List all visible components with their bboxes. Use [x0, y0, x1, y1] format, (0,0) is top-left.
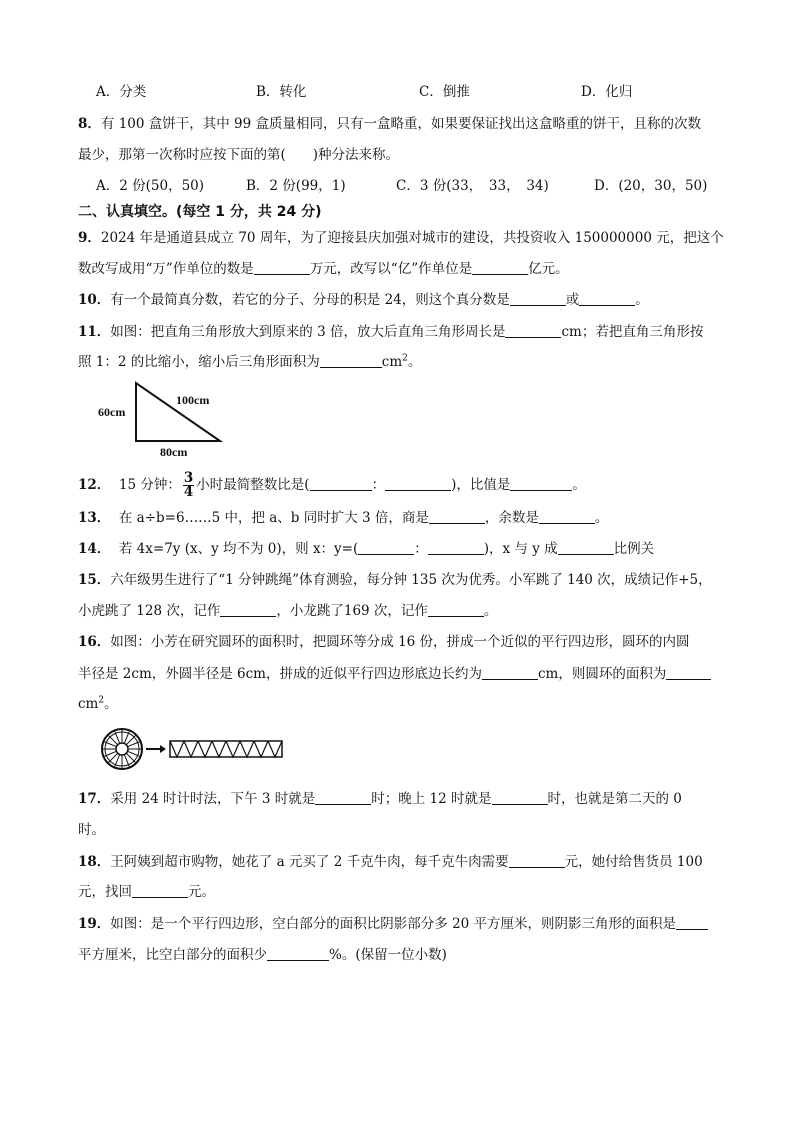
q15-blank-2[interactable] [428, 602, 484, 617]
q19-line2 [78, 945, 447, 965]
q19-blank-2[interactable] [267, 946, 329, 961]
q13-text-c: 。 [594, 510, 609, 526]
q12-text-d: )，比值是 [451, 477, 511, 493]
right-triangle-figure [96, 378, 236, 458]
ring-segment-divider [104, 751, 116, 756]
fraction-denominator: 4 [183, 484, 194, 500]
q16-text3b: 。 [104, 696, 118, 712]
q8-option-d: D．(20，30，50) [594, 178, 708, 194]
q18-blank-1[interactable] [509, 853, 565, 868]
parallelogram-segment [226, 741, 240, 757]
q8-option-b: B．2 份(99，1) [246, 178, 346, 194]
q16-line1 [78, 632, 690, 652]
q19-blank-1[interactable] [676, 915, 708, 930]
q15-number: 15． [78, 572, 111, 588]
q17-blank-1[interactable] [315, 790, 371, 805]
q12-blank-1[interactable] [310, 476, 372, 491]
q8-option-c: C．3 份(33， 33， 34) [396, 178, 549, 194]
q9-text2b: 万元，改写以“亿”作单位是 [309, 261, 473, 277]
q9-line1 [78, 228, 724, 248]
ring-segment-divider [126, 736, 135, 745]
q8-text1: 有 100 盒饼干，其中 99 盒质量相同，只有一盒略重，如果要保证找出这盒略重的饼干，且称的次数 [100, 116, 702, 132]
q9-number: 9． [78, 230, 101, 246]
q12-text-c: ： [371, 477, 386, 493]
q16-text2a: 半径是 2cm，外圆半径是 6cm，拼成的近似平行四边形底边长约为 [78, 666, 482, 682]
q8-line1 [78, 114, 701, 134]
q11-blank-2[interactable] [320, 353, 382, 368]
parallelogram-segment [170, 741, 184, 757]
q17-number: 17． [78, 791, 111, 807]
q14-text-b: ： [414, 541, 428, 557]
q19-text-a: 如图：是一个平行四边形，空白部分的面积比阴影部分多 20 平方厘米，则阴影三角形的面积是 [110, 916, 677, 932]
q18-blank-2[interactable] [132, 883, 188, 898]
q7-option-d: D．化归 [581, 84, 633, 100]
parallelogram-segment [198, 741, 212, 757]
ring-segment-divider [128, 742, 140, 747]
q12-text-e: 。 [572, 477, 586, 493]
q11-text2b: cm [381, 354, 403, 370]
three-quarters-fraction [183, 472, 194, 499]
q9-text2c: 亿元。 [528, 261, 569, 277]
q9-line2 [78, 259, 569, 279]
q17-blank-2[interactable] [492, 790, 548, 805]
q18-text-b: 元，她付给售货员 100 [564, 854, 703, 870]
q12-blank-3[interactable] [510, 476, 572, 491]
q8-option-a: A．2 份(50，50) [96, 178, 205, 194]
q9-text1: 2024 年是通道县成立 70 周年，为了迎接县庆加强对城市的建设，共投资收入 150000000 元，把这个 [100, 230, 724, 246]
q12-line [78, 472, 586, 499]
parallelogram-segment [212, 741, 226, 757]
q13-blank-2[interactable] [539, 509, 595, 524]
q14-text-a: 若 4x=7y (x、y 均不为 0)，则 x：y=( [118, 541, 359, 557]
q10-line [78, 290, 649, 310]
q19-number: 19． [78, 916, 111, 932]
ring-inner-circle [116, 743, 128, 755]
q12-number: 12． [78, 477, 111, 493]
ring-segment-divider [124, 731, 129, 743]
q17-line1 [78, 789, 682, 809]
fraction-numerator: 3 [183, 470, 194, 486]
q16-blank-1[interactable] [482, 665, 538, 680]
triangle-hyp-label: 100cm [176, 393, 210, 407]
q18-line1 [78, 852, 703, 872]
ring-segment-divider [115, 731, 120, 743]
q18-text2b: 元。 [188, 884, 215, 900]
q15-text2b: ，小龙跳了169 次，记作 [276, 603, 428, 619]
q11-sup: 2 [402, 353, 408, 364]
q18-number: 18． [78, 854, 111, 870]
q14-blank-3[interactable] [558, 540, 614, 555]
q19-line1 [78, 914, 708, 934]
q14-blank-2[interactable] [428, 540, 484, 555]
q16-line3 [78, 694, 118, 714]
parallelogram-segment [254, 741, 268, 757]
q15-line2 [78, 601, 497, 621]
q10-text-b: 或 [565, 292, 580, 308]
q11-text1b: cm；若把直角三角形按 [561, 324, 704, 340]
q15-text1: 六年级男生进行了“1 分钟跳绳”体育测验，每分钟 135 次为优秀。小军跳了 140 次，成绩记作+5， [110, 572, 712, 588]
ring-segment-divider [124, 755, 129, 767]
q16-sup: 2 [98, 695, 105, 706]
q19-text2a: 平方厘米，比空白部分的面积少 [78, 947, 267, 963]
q16-text1: 如图：小芳在研究圆环的面积时，把圆环等分成 16 份，拼成一个近似的平行四边形，圆环的内圆 [110, 634, 690, 650]
q11-line2 [78, 352, 421, 372]
q10-text-a: 有一个最简真分数，若它的分子、分母的积是 24，则这个真分数是 [110, 292, 510, 308]
q17-line2: 时。 [78, 822, 105, 838]
q11-number: 11． [78, 324, 111, 340]
q13-line [78, 508, 608, 528]
parallelogram-outline [170, 741, 282, 757]
q8-number: 8． [78, 116, 101, 132]
q11-text1a: 如图：把直角三角形放大到原来的 3 倍，放大后直角三角形周长是 [110, 324, 506, 340]
q17-text-c: 时，也就是第二天的 0 [547, 791, 682, 807]
right-triangle [136, 383, 220, 441]
q17-text-b: 时；晚上 12 时就是 [371, 791, 492, 807]
q8-line2: 最少，那第一次称时应按下面的第( )种分法来称。 [78, 147, 400, 163]
q13-text-a: 在 a÷b=6……5 中，把 a、b 同时扩大 3 倍，商是 [118, 510, 429, 526]
q9-blank-2[interactable] [472, 260, 528, 275]
section-2-heading: 二、认真填空。(每空 1 分，共 24 分) [78, 204, 322, 220]
parallelogram-segment [184, 741, 198, 757]
ring-segment-divider [126, 753, 135, 762]
q10-text-c: 。 [635, 292, 649, 308]
triangle-bottom-label: 80cm [160, 445, 188, 458]
arrow-head-icon [160, 745, 166, 753]
q7-option-b: B．转化 [256, 84, 307, 100]
q14-number: 14． [78, 541, 111, 557]
q18-text-a: 王阿姨到超市购物，她花了 a 元买了 2 千克牛肉，每千克牛肉需要 [110, 854, 509, 870]
q12-text-a: 15 分钟： [118, 477, 181, 493]
q17-text-a: 采用 24 时计时法，下午 3 时就是 [110, 791, 316, 807]
ring-segment-divider [128, 751, 140, 756]
ring-segment-divider [109, 736, 118, 745]
q7-option-c: C．倒推 [419, 84, 470, 100]
q9-blank-1[interactable] [254, 260, 310, 275]
q15-line1 [78, 570, 712, 590]
triangle-left-label: 60cm [98, 405, 126, 419]
q10-number: 10． [78, 292, 111, 308]
q11-text2a: 照 1：2 的比缩小，缩小后三角形面积为 [78, 354, 320, 370]
q15-text2a: 小虎跳了 128 次，记作 [78, 603, 221, 619]
q10-blank-1[interactable] [510, 291, 566, 306]
q10-blank-2[interactable] [579, 291, 635, 306]
q18-text2a: 元，找回 [78, 884, 132, 900]
q15-blank-1[interactable] [220, 602, 276, 617]
q12-text-b: 小时最简整数比是( [196, 477, 310, 493]
q16-text3a: cm [78, 696, 99, 712]
q12-blank-2[interactable] [385, 476, 451, 491]
q11-line1 [78, 322, 703, 342]
q16-blank-2[interactable] [666, 665, 711, 680]
q13-text-b: ，余数是 [484, 510, 539, 526]
parallelogram-segment [240, 741, 254, 757]
q7-option-a: A．分类 [96, 84, 147, 100]
q11-blank-1[interactable] [505, 323, 561, 338]
q18-line2 [78, 882, 215, 902]
q9-text2a: 数改写成用“万”作单位的数是 [78, 261, 254, 277]
ring-to-parallelogram-figure [100, 725, 290, 775]
q11-text2c: 。 [407, 354, 422, 370]
q14-text-c: )，x 与 y 成 [483, 541, 558, 557]
ring-segment-divider [104, 742, 116, 747]
parallelogram-segment [268, 741, 282, 757]
q15-text2c: 。 [483, 603, 498, 619]
ring-segment-divider [109, 753, 118, 762]
q13-number: 13． [78, 510, 111, 526]
q14-blank-1[interactable] [358, 540, 414, 555]
q14-text-d: 比例关 [613, 541, 655, 557]
q19-text2b: %。(保留一位小数) [329, 947, 447, 963]
q13-blank-1[interactable] [429, 509, 485, 524]
q16-number: 16． [78, 634, 111, 650]
q16-text2b: cm，则圆环的面积为 [537, 666, 667, 682]
q14-line [78, 539, 654, 559]
ring-segment-divider [115, 755, 120, 767]
q16-line2 [78, 664, 711, 684]
